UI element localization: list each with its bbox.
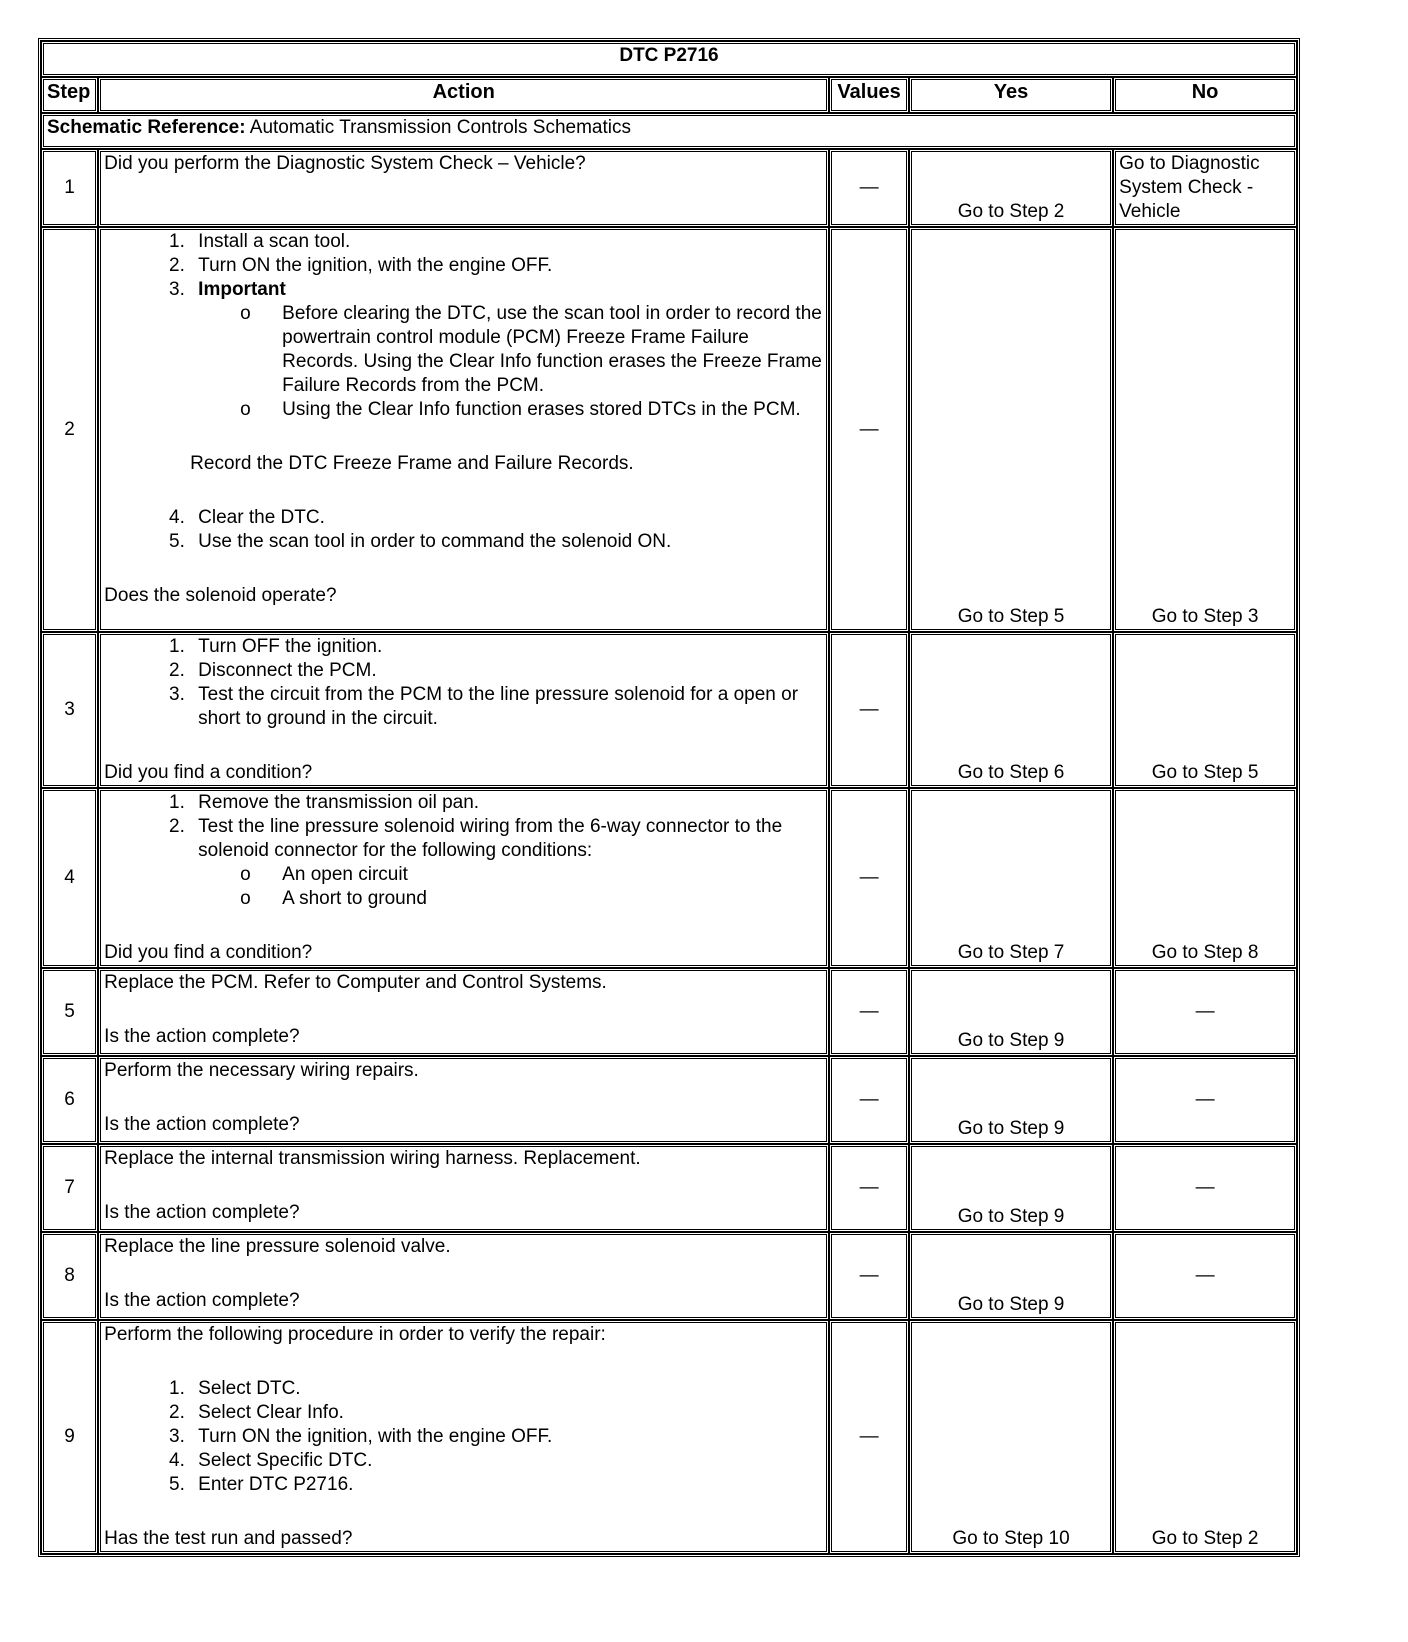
procedure-list — [104, 1377, 823, 1497]
step-action — [98, 227, 829, 632]
list-item: 4. Select Specific DTC. — [190, 1449, 823, 1473]
step-question: Did you find a condition? — [104, 942, 313, 963]
step-text: Perform the necessary wiring repairs. — [104, 1060, 419, 1081]
step-value: — — [829, 149, 909, 227]
step-no: Go to Step 8 — [1113, 788, 1297, 968]
step-no: — — [1113, 1056, 1297, 1144]
schematic-reference — [41, 113, 1297, 149]
record-note: Record the DTC Freeze Frame and Failure Records. — [190, 453, 634, 474]
title-row — [41, 41, 1297, 77]
step-question: Did you perform the Diagnostic System Check – Vehicle? — [104, 153, 586, 174]
step-action — [98, 632, 829, 788]
list-item: 2. Turn ON the ignition, with the engine OFF. — [190, 254, 823, 278]
step-yes: Go to Step 9 — [909, 968, 1113, 1056]
step-number: 8 — [41, 1232, 98, 1320]
step-action — [98, 1144, 829, 1232]
step-no: — — [1113, 1232, 1297, 1320]
step-yes: Go to Step 6 — [909, 632, 1113, 788]
list-item: 5. Use the scan tool in order to command the solenoid ON. — [190, 530, 823, 554]
table-row — [41, 1144, 1297, 1232]
schematic-text: Automatic Transmission Controls Schematics — [249, 117, 631, 138]
step-yes: Go to Step 9 — [909, 1144, 1113, 1232]
list-item: 2. Select Clear Info. — [190, 1401, 823, 1425]
step-question: Is the action complete? — [104, 1026, 300, 1047]
step-no: Go to Step 3 — [1113, 227, 1297, 632]
step-no: — — [1113, 1144, 1297, 1232]
step-question: Is the action complete? — [104, 1290, 300, 1311]
step-number: 3 — [41, 632, 98, 788]
step-number: 9 — [41, 1320, 98, 1554]
list-item: 1. Turn OFF the ignition. — [190, 635, 823, 659]
header-action: Action — [98, 77, 829, 113]
document-page — [38, 38, 1300, 1557]
step-text: Perform the following procedure in order to verify the repair: — [104, 1324, 606, 1345]
procedure-list — [104, 635, 823, 731]
list-item: 5. Enter DTC P2716. — [190, 1473, 823, 1497]
step-action — [98, 1056, 829, 1144]
sub-item: o A short to ground — [276, 887, 823, 911]
step-text: Replace the internal transmission wiring harness. Replacement. — [104, 1148, 641, 1169]
list-item: 1. Select DTC. — [190, 1377, 823, 1401]
step-value: — — [829, 968, 909, 1056]
procedure-list — [104, 506, 823, 554]
step-value: — — [829, 1232, 909, 1320]
sub-list — [198, 863, 823, 911]
table-title: DTC P2716 — [41, 41, 1297, 77]
step-number: 4 — [41, 788, 98, 968]
header-no: No — [1113, 77, 1297, 113]
step-yes: Go to Step 7 — [909, 788, 1113, 968]
step-action — [98, 788, 829, 968]
procedure-list — [104, 230, 823, 422]
schematic-label: Schematic Reference: — [47, 117, 246, 138]
list-item: 3. Test the circuit from the PCM to the line pressure solenoid for a open or short to ground in the circuit. — [190, 683, 823, 731]
step-action — [98, 1320, 829, 1554]
step-question: Has the test run and passed? — [104, 1528, 353, 1549]
step-action — [98, 968, 829, 1056]
sub-item: o Before clearing the DTC, use the scan tool in order to record the powertrain control module (PCM) Freeze Frame Failure Records. Using the Clear Info function erases the Freeze Frame Failure Records from the PCM. — [276, 302, 823, 398]
step-text: Replace the PCM. Refer to Computer and Control Systems. — [104, 972, 607, 993]
table-row — [41, 1056, 1297, 1144]
procedure-list — [104, 791, 823, 911]
step-action — [98, 149, 829, 227]
schematic-row — [41, 113, 1297, 149]
step-value: — — [829, 1144, 909, 1232]
step-value: — — [829, 227, 909, 632]
step-no: Go to Diagnostic System Check - Vehicle — [1113, 149, 1297, 227]
step-value: — — [829, 1320, 909, 1554]
step-value: — — [829, 1056, 909, 1144]
table-row — [41, 149, 1297, 227]
sub-list — [198, 302, 823, 422]
step-question: Did you find a condition? — [104, 762, 313, 783]
step-yes: Go to Step 9 — [909, 1056, 1113, 1144]
step-no: Go to Step 2 — [1113, 1320, 1297, 1554]
step-number: 2 — [41, 227, 98, 632]
table-row — [41, 1232, 1297, 1320]
step-yes: Go to Step 5 — [909, 227, 1113, 632]
step-number: 6 — [41, 1056, 98, 1144]
step-question: Is the action complete? — [104, 1114, 300, 1135]
list-item — [190, 815, 823, 911]
list-item: 3. Turn ON the ignition, with the engine OFF. — [190, 1425, 823, 1449]
step-question: Does the solenoid operate? — [104, 585, 337, 606]
step-number: 1 — [41, 149, 98, 227]
important-label: Important — [198, 279, 286, 300]
step-action — [98, 1232, 829, 1320]
table-row — [41, 632, 1297, 788]
step-number: 5 — [41, 968, 98, 1056]
header-yes: Yes — [909, 77, 1113, 113]
list-item: 1. Install a scan tool. — [190, 230, 823, 254]
table-row — [41, 1320, 1297, 1554]
step-no: Go to Step 5 — [1113, 632, 1297, 788]
header-values: Values — [829, 77, 909, 113]
step-value: — — [829, 632, 909, 788]
header-step: Step — [41, 77, 98, 113]
sub-item: o Using the Clear Info function erases stored DTCs in the PCM. — [276, 398, 823, 422]
table-row — [41, 788, 1297, 968]
step-number: 7 — [41, 1144, 98, 1232]
step-question: Is the action complete? — [104, 1202, 300, 1223]
table-row — [41, 968, 1297, 1056]
step-value: — — [829, 788, 909, 968]
step-text: Replace the line pressure solenoid valve. — [104, 1236, 451, 1257]
dtc-table — [38, 38, 1300, 1557]
step-yes: Go to Step 10 — [909, 1320, 1113, 1554]
table-row — [41, 227, 1297, 632]
step-yes: Go to Step 2 — [909, 149, 1113, 227]
list-item: 4. Clear the DTC. — [190, 506, 823, 530]
step-no: — — [1113, 968, 1297, 1056]
list-item-text: Test the line pressure solenoid wiring from the 6-way connector to the solenoid connector for the following conditions: — [198, 816, 783, 861]
sub-item: o An open circuit — [276, 863, 823, 887]
list-item: 1. Remove the transmission oil pan. — [190, 791, 823, 815]
list-item: 2. Disconnect the PCM. — [190, 659, 823, 683]
step-yes: Go to Step 9 — [909, 1232, 1113, 1320]
list-item — [190, 278, 823, 422]
header-row — [41, 77, 1297, 113]
